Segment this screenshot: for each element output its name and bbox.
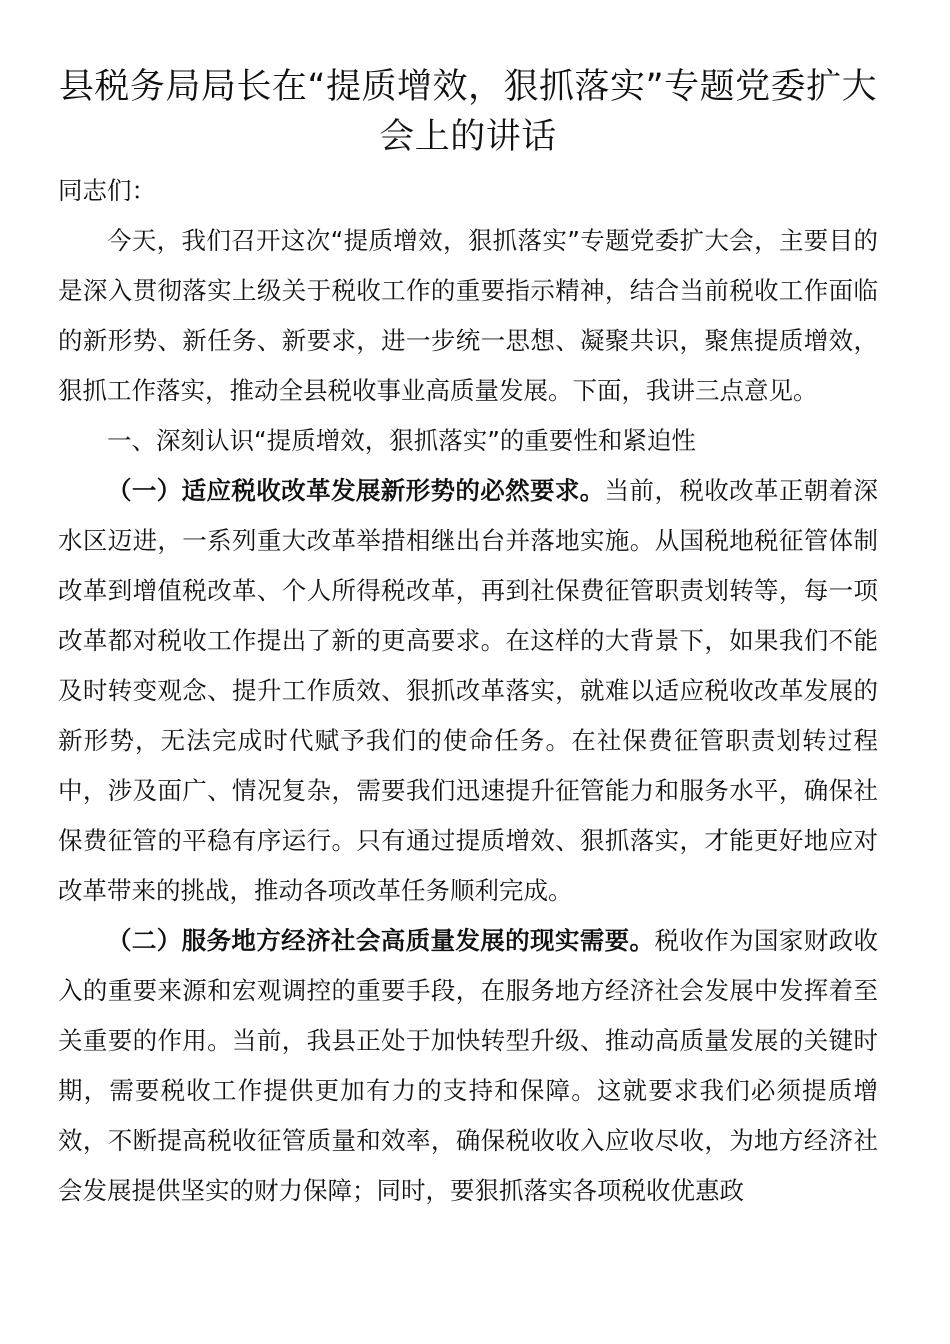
document-page	[58, 62, 878, 1216]
subsection-1-heading: （一）适应税收改革发展新形势的必然要求。	[107, 476, 605, 505]
subsection-1-paragraph	[58, 466, 878, 916]
section-1-heading: 一、深刻认识“提质增效，狠抓落实”的重要性和紧迫性	[107, 426, 696, 455]
document-title: 县税务局局长在“提质增效，狠抓落实”专题党委扩大会上的讲话	[58, 67, 878, 157]
subsection-1-body: 当前，税收改革正朝着深水区迈进，一系列重大改革举措相继出台并落地实施。从国税地税征管体制改革到增值税改革、个人所得税改革，再到社保费征管职责划转等，每一项改革都对税收工作提出了新的更高要求。在这样的大背景下，如果我们不能及时转变观念、提升工作质效、狠抓改革落实，就难以适应税收改革发展的新形势，无法完成时代赋予我们的使命任务。在社保费征管职责划转过程中，涉及面广、情况复杂，需要我们迅速提升征管能力和服务水平，确保社保费征管的平稳有序运行。只有通过提质增效、狠抓落实，才能更好地应对改革带来的挑战，推动各项改革任务顺利完成。	[58, 476, 879, 905]
subsection-2-heading: （二）服务地方经济社会高质量发展的现实需要。	[107, 926, 655, 955]
salutation: 同志们：	[58, 176, 156, 205]
subsection-2-body: 税收作为国家财政收入的重要来源和宏观调控的重要手段，在服务地方经济社会发展中发挥着至关重要的作用。当前，我县正处于加快转型升级、推动高质量发展的关键时期，需要税收工作提供更加有力的支持和保障。这就要求我们必须提质增效，不断提高税收征管质量和效率，确保税收收入应收尽收，为地方经济社会发展提供坚实的财力保障；同时，要狠抓落实各项税收优惠政	[58, 926, 879, 1205]
subsection-2-paragraph	[58, 916, 878, 1216]
intro-paragraph: 今天，我们召开这次“提质增效，狠抓落实”专题党委扩大会，主要目的是深入贯彻落实上级关于税收工作的重要指示精神，结合当前税收工作面临的新形势、新任务、新要求，进一步统一思想、凝聚共识，聚焦提质增效，狠抓工作落实，推动全县税收事业高质量发展。下面，我讲三点意见。	[58, 226, 878, 405]
